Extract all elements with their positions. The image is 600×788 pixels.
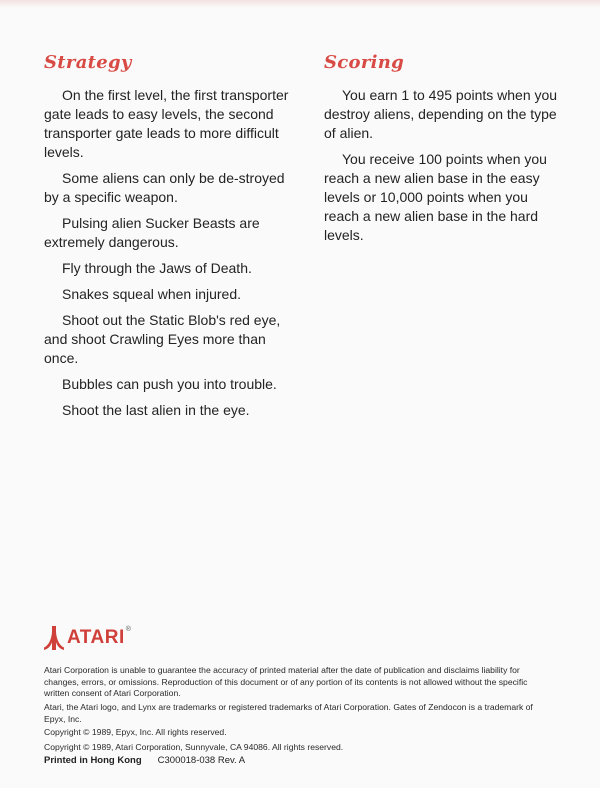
- atari-logo: [44, 626, 131, 650]
- copyright-atari: Copyright © 1989, Atari Corporation, Sunnyvale, CA 94086. All rights reserved.: [44, 742, 344, 752]
- strategy-paragraph: On the first level, the first transporter gate leads to easy levels, the second transporter gate leads to more difficult levels.: [44, 87, 289, 160]
- disclaimer-text: Atari Corporation is unable to guarantee the accuracy of printed material after the date of publication and disclaims liability for changes, errors, or omissions. Reproduction of this document or of any portion of its contents is not allowed without the specific written consent of Atari Corporation.: [44, 665, 528, 698]
- part-number: C300018-038 Rev. A: [157, 755, 246, 766]
- strategy-paragraph: Snakes squeal when injured.: [62, 286, 242, 302]
- strategy-paragraph: Shoot out the Static Blob's red eye, and shoot Crawling Eyes more than once.: [44, 312, 281, 366]
- scoring-heading: Scoring: [324, 52, 405, 73]
- strategy-paragraph: Fly through the Jaws of Death.: [62, 260, 252, 276]
- strategy-heading: Strategy: [44, 52, 132, 73]
- strategy-paragraph: Bubbles can push you into trouble.: [62, 376, 277, 392]
- atari-wordmark: ATARI: [67, 627, 125, 648]
- strategy-paragraph: Pulsing alien Sucker Beasts are extremely dangerous.: [44, 215, 260, 250]
- printed-in-label: Printed in Hong Kong: [44, 755, 142, 766]
- print-info: [44, 755, 245, 766]
- trademark-text: Atari, the Atari logo, and Lynx are trademarks or registered trademarks of Atari Corporation. Gates of Zendocon is a trademark of Epyx, Inc.: [44, 702, 533, 724]
- registered-mark: ®: [125, 626, 131, 633]
- scoring-paragraph: You earn 1 to 495 points when you destroy aliens, depending on the type of alien.: [324, 87, 558, 141]
- strategy-paragraph: Shoot the last alien in the eye.: [62, 402, 250, 418]
- copyright-epyx: Copyright © 1989, Epyx, Inc. All rights reserved.: [44, 727, 227, 737]
- strategy-paragraph: Some aliens can only be de-stroyed by a specific weapon.: [44, 170, 285, 205]
- scoring-paragraph: You receive 100 points when you reach a new alien base in the easy levels or 10,000 points when you reach a new alien base in the hard levels.: [324, 151, 547, 243]
- strategy-section: [44, 50, 294, 427]
- top-edge: [0, 0, 600, 8]
- scoring-section: [324, 50, 560, 252]
- atari-fuji-icon: [44, 626, 64, 650]
